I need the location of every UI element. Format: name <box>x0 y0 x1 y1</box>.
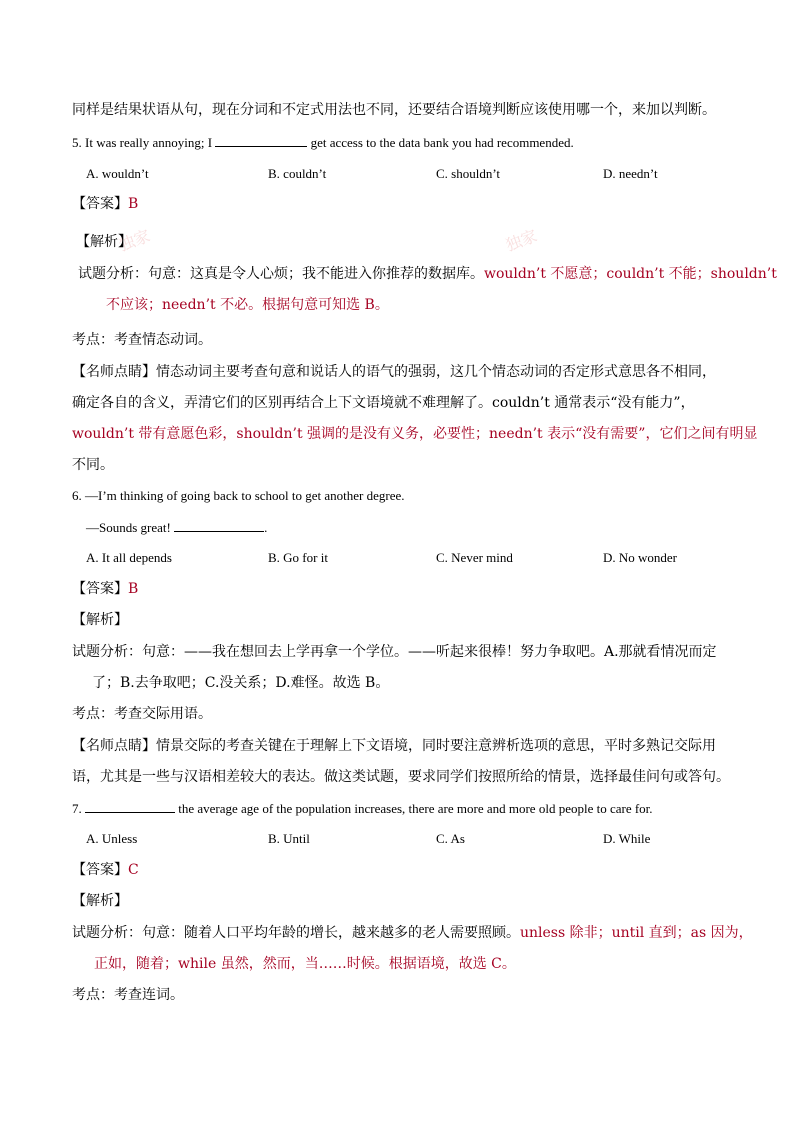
q6-analysis-line1: 试题分析：句意：——我在想回去上学再拿一个学位。——听起来很棒！努力争取吧。A.那就看情况而定 <box>72 644 717 660</box>
q7-blank <box>85 798 175 813</box>
q6-answer-label: 【答案】 <box>72 581 128 597</box>
q5-analysis-line2: 不应该；needn’t 不必。根据句意可知选 B。 <box>106 297 389 313</box>
watermark-1: 独家 <box>116 226 153 255</box>
q6-tip-label: 【名师点睛】 <box>72 738 156 754</box>
q5-option-a: A. wouldn’t <box>86 166 149 181</box>
q5-analysis-line1-red: wouldn’t 不愿意；couldn’t 不能；shouldn’t <box>484 266 777 282</box>
q6-option-d: D. No wonder <box>603 550 678 565</box>
q6-point: 考点：考查交际用语。 <box>72 706 212 722</box>
q7-stem <box>72 798 653 819</box>
q6-stem-b: —Sounds great! <box>86 520 171 535</box>
q7-stem-b: the average age of the population increases, there are more and more old people to care for. <box>178 801 653 816</box>
q5-tip-line3: wouldn’t 带有意愿色彩，shouldn’t 强调的是没有义务，必要性；needn’t 表示“没有需要”，它们之间有明显 <box>72 426 758 442</box>
q7-analysis-line2: 正如，随着；while 虽然，然而，当……时候。根据语境，故选 C。 <box>94 956 516 972</box>
q6-tip-line1 <box>72 736 716 756</box>
q7-answer <box>72 860 139 880</box>
q7-analysis-line1-black: 试题分析：句意：随着人口平均年龄的增长，越来越多的老人需要照顾。 <box>72 925 520 941</box>
q7-option-b: B. Until <box>268 831 310 846</box>
q5-analysis-line1 <box>78 264 777 284</box>
q6-option-b: B. Go for it <box>268 550 328 565</box>
q6-option-a: A. It all depends <box>86 550 172 565</box>
q6-blank <box>174 517 264 532</box>
q5-answer-value: B <box>128 196 139 212</box>
q6-analysis-label: 【解析】 <box>72 612 128 628</box>
q6-option-c: C. Never mind <box>436 550 513 565</box>
q7-point: 考点：考查连词。 <box>72 987 184 1003</box>
q5-analysis-line1-black: 试题分析：句意：这真是令人心烦；我不能进入你推荐的数据库。 <box>78 266 484 282</box>
q5-tip-line4: 不同。 <box>72 457 114 473</box>
q5-stem-b: get access to the data bank you had recommended. <box>310 135 574 150</box>
q5-number: 5. <box>72 135 82 150</box>
q6-stem-line2 <box>86 517 267 538</box>
q7-option-c: C. As <box>436 831 465 846</box>
q6-analysis-line2: 了；B.去争取吧；C.没关系；D.难怪。故选 B。 <box>92 675 390 691</box>
q6-answer <box>72 579 138 599</box>
q5-option-d: D. needn’t <box>603 166 658 181</box>
q5-answer-label: 【答案】 <box>72 196 128 212</box>
q7-analysis-label: 【解析】 <box>72 893 128 909</box>
q5-stem-a: It was really annoying; I <box>85 135 213 150</box>
q7-answer-value: C <box>128 862 139 878</box>
q7-option-d: D. While <box>603 831 651 846</box>
q6-answer-value: B <box>128 581 139 597</box>
q6-stem-a: —I’m thinking of going back to school to get another degree. <box>85 488 405 503</box>
q7-option-a: A. Unless <box>86 831 138 846</box>
q6-stem-line1 <box>72 486 405 506</box>
q7-number: 7. <box>72 801 82 816</box>
intro-text: 同样是结果状语从句，现在分词和不定式用法也不同，还要结合语境判断应该使用哪一个，来加以判断。 <box>72 102 716 118</box>
q5-tip-line2: 确定各自的含义，弄清它们的区别再结合上下文语境就不难理解了。couldn’t 通常表示“没有能力”， <box>72 395 695 411</box>
q5-point: 考点：考查情态动词。 <box>72 332 212 348</box>
q5-answer <box>72 194 138 214</box>
q6-number: 6. <box>72 488 82 503</box>
q5-stem <box>72 132 574 153</box>
q7-answer-label: 【答案】 <box>72 862 128 878</box>
q5-analysis-label: 【解析】 <box>76 234 132 250</box>
q6-tip-line2: 语，尤其是一些与汉语相差较大的表达。做这类试题，要求同学们按照所给的情景，选择最佳问句或答句。 <box>72 769 730 785</box>
q6-stem-c: . <box>264 520 268 535</box>
q5-option-b: B. couldn’t <box>268 166 327 181</box>
q7-analysis-line1 <box>72 923 753 943</box>
q5-tip-label: 【名师点睛】 <box>72 364 156 380</box>
q6-tip-text1: 情景交际的考查关键在于理解上下文语境，同时要注意辨析选项的意思，平时多熟记交际用 <box>156 738 716 754</box>
q5-tip-text1: 情态动词主要考查句意和说话人的语气的强弱，这几个情态动词的否定形式意思各不相同， <box>156 364 716 380</box>
q5-option-c: C. shouldn’t <box>436 166 501 181</box>
q5-tip-line1 <box>72 362 716 382</box>
watermark-2: 独家 <box>503 226 540 255</box>
q7-analysis-line1-red: unless 除非；until 直到；as 因为， <box>520 925 753 941</box>
q5-blank <box>215 132 307 147</box>
